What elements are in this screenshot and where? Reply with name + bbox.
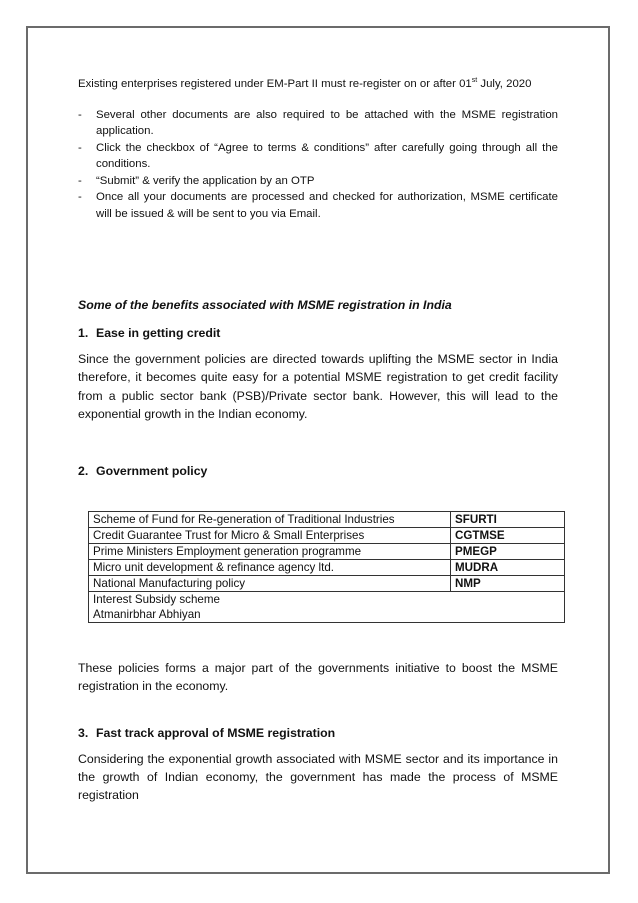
list-item: - Once all your documents are processed and checked for authorization, MSME certificate will be issued & will be sent to you via Email. [78, 189, 558, 222]
policy-name: National Manufacturing policy [89, 576, 451, 592]
requirements-list [78, 107, 558, 223]
table-row [89, 528, 565, 544]
list-item: - “Submit” & verify the application by an OTP [78, 173, 558, 190]
section-3-heading [78, 726, 558, 740]
table-row [89, 544, 565, 560]
table-row [89, 576, 565, 592]
intro-text: Existing enterprises registered under EM-Part II must re-register on or after 01 [78, 78, 472, 90]
list-item: - Several other documents are also required to be attached with the MSME registration application. [78, 107, 558, 140]
policy-name: Scheme of Fund for Re-generation of Traditional Industries [89, 512, 451, 528]
table-row [89, 560, 565, 576]
section-1-heading [78, 326, 558, 340]
merged-cell [89, 592, 565, 623]
policy-table [88, 511, 565, 623]
policy-abbr: MUDRA [451, 560, 565, 576]
section-2-heading [78, 464, 558, 478]
policy-abbr: CGTMSE [451, 528, 565, 544]
document-page [26, 26, 610, 874]
list-item: - Click the checkbox of “Agree to terms & conditions” after carefully going through all the conditions. [78, 140, 558, 173]
section-3-number: 3. [78, 725, 89, 740]
table-row [89, 512, 565, 528]
benefits-heading: Some of the benefits associated with MSME registration in India [78, 298, 452, 312]
section-3-title: Fast track approval of MSME registration [96, 725, 336, 740]
section-2-title: Government policy [96, 464, 208, 479]
merged-line: Interest Subsidy scheme [93, 593, 220, 607]
section-1-title: Ease in getting credit [96, 326, 221, 340]
section-2-number: 2. [78, 464, 89, 479]
policy-abbr: PMEGP [451, 544, 565, 560]
intro-superscript: st [471, 77, 478, 85]
policy-name: Prime Ministers Employment generation programme [89, 544, 451, 560]
table-row-merged [89, 592, 565, 623]
section-3-body: Considering the exponential growth associated with MSME sector and its importance in the growth of Indian economy, the government has made the process of MSME registration [78, 751, 558, 803]
intro-line [78, 76, 558, 93]
intro-text-end: July, 2020 [477, 78, 532, 90]
policy-abbr: SFURTI [451, 512, 565, 528]
section-1-number: 1. [78, 326, 89, 340]
merged-line: Atmanirbhar Abhiyan [93, 608, 201, 622]
policy-summary: These policies forms a major part of the governments initiative to boost the MSME registration in the economy. [78, 661, 558, 694]
policy-name: Credit Guarantee Trust for Micro & Small Enterprises [89, 528, 451, 544]
policy-abbr: NMP [451, 576, 565, 592]
page-content [78, 76, 558, 805]
section-1-body: Since the government policies are directed towards uplifting the MSME sector in India therefore, it becomes quite easy for a potential MSME registration to get credit facility from a public sector bank (PSB)/Private sector bank. However, this will lead to the exponential growth in the Indian economy. [78, 352, 558, 421]
policy-name: Micro unit development & refinance agency ltd. [89, 560, 451, 576]
